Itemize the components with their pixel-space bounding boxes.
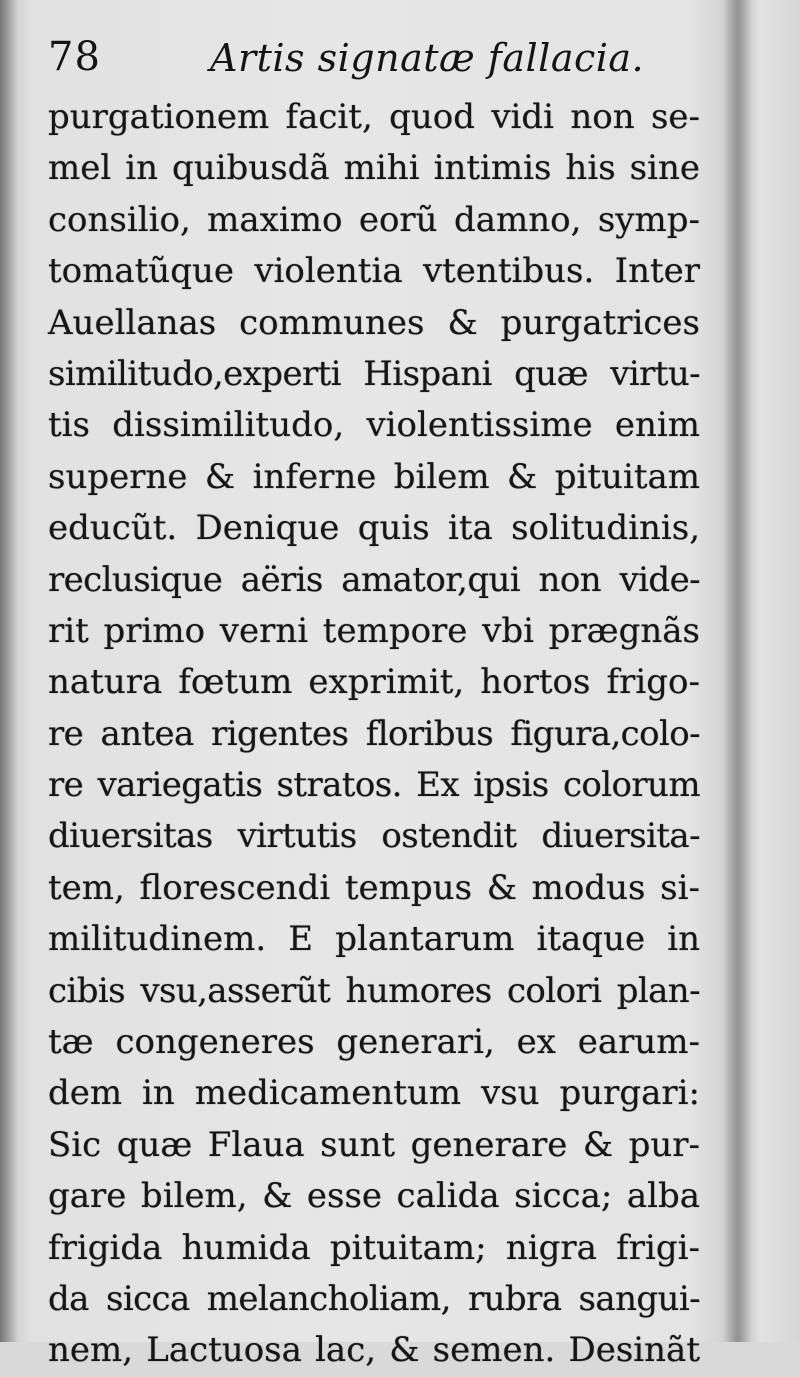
page-number: 78 (48, 34, 101, 80)
text-line: mel in quibusdã mihi intimis his sine (48, 148, 700, 189)
running-head: Artis signatæ fallacia. (210, 36, 645, 80)
text-line: tem, florescendi tempus & modus si- (48, 867, 700, 908)
text-line: da sicca melancholiam, rubra sangui- (48, 1278, 700, 1319)
text-line: Sic quæ Flaua sunt generare & pur- (48, 1124, 700, 1165)
text-line: frigida humida pituitam; nigra frigi- (48, 1227, 700, 1268)
text-line: nem, Lactuosa lac, & semen. Desinãt (48, 1330, 700, 1371)
text-line: tæ congeneres generari, ex earum- (48, 1022, 700, 1063)
text-line: re antea rigentes floribus figura,colo- (48, 713, 700, 754)
text-line: natura fœtum exprimit, hortos frigo- (48, 662, 700, 703)
text-line: militudinem. E plantarum itaque in (48, 919, 700, 960)
text-line: gare bilem, & esse calida sicca; alba (48, 1176, 700, 1217)
text-line: re variegatis stratos. Ex ipsis colorum (48, 765, 700, 806)
text-line: superne & inferne bilem & pituitam (48, 456, 700, 497)
text-line: purgationem facit, quod vidi non se- (48, 97, 700, 137)
text-line: Auellanas communes & purgatrices (48, 302, 700, 343)
text-line: cibis vsu,asserũt humores colori plan- (48, 970, 700, 1011)
page-header (40, 28, 720, 92)
text-line: rit primo verni tempore vbi prægnãs (48, 610, 700, 651)
page-gutter-shadow-left (0, 0, 18, 1342)
text-line: similitudo,experti Hispani quæ virtu- (48, 353, 700, 394)
body-text (48, 92, 708, 1377)
text-line: tomatũque violentia vtentibus. Inter (48, 251, 700, 292)
text-line: consilio, maximo eorũ damno, symp- (48, 199, 700, 240)
text-line: educũt. Denique quis ita solitudinis, (48, 508, 700, 549)
page-gutter-shadow-right (722, 0, 752, 1342)
text-line: diuersitas virtutis ostendit diuersita- (48, 816, 700, 857)
text-line: dem in medicamentum vsu purgari: (48, 1073, 700, 1114)
text-line: reclusique aëris amator,qui non vide- (48, 559, 700, 600)
text-line: tis dissimilitudo, violentissime enim (48, 405, 700, 446)
